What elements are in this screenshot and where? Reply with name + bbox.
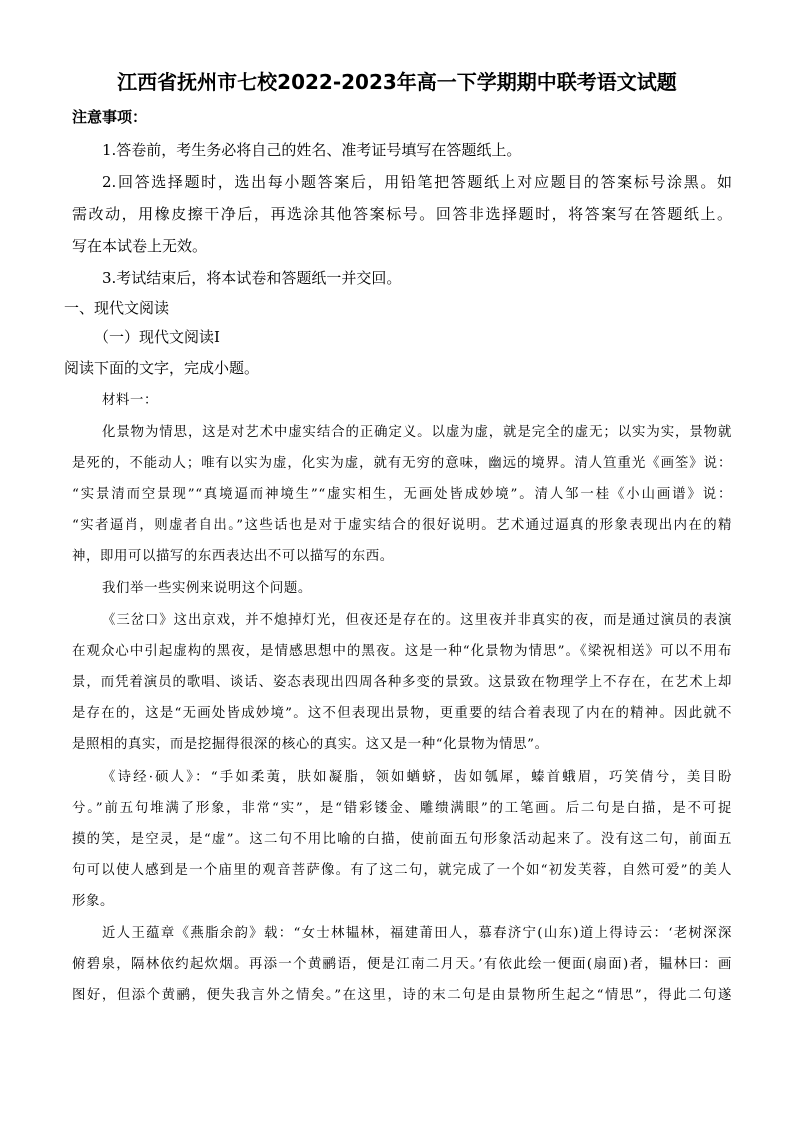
passage-line: 《三岔口》这出京戏，并不熄掉灯光，但夜还是存在的。这里夜并非真实的夜，而是通过演员的表演	[102, 613, 732, 628]
passage-line: 《诗经·硕人》：“手如柔荑，肤如凝脂，领如蝤蛴，齿如瓠犀，螓首蛾眉，巧笑倩兮，美目盼	[102, 770, 732, 785]
passage-line: 是照相的真实，而是挖掘得很深的核心的真实。这又是一种“化景物为情思”。	[72, 737, 549, 752]
passage-line: 摸的笑，是空灵，是“虚”。这二句不用比喻的白描，使前面五句形象活动起来了。没有这二句，前面五	[72, 832, 732, 847]
notice-item: 需改动，用橡皮擦干净后，再选涂其他答案标号。回答非选择题时，将答案写在答题纸上。	[72, 205, 732, 223]
passage-line: 是存在的，这是“无画处皆成妙境”。这不但表现出景物，更重要的结合着表现了内在的精神。因此就不	[72, 706, 732, 721]
passage-line: 化景物为情思，这是对艺术中虚实结合的正确定义。以虚为虚，就是完全的虚无；以实为实，景物就	[102, 425, 732, 440]
notice-item: 3.考试结束后，将本试卷和答题纸一并交回。	[102, 269, 402, 287]
passage-line: 兮。”前五句堆满了形象，非常“实”，是“错彩镂金、雕缋满眼”的工笔画。后二句是白描，是不可捉	[72, 801, 732, 816]
passage-line: “实者逼肖，则虚者自出。”这些话也是对于虚实结合的很好说明。艺术通过逼真的形象表现出内在的精	[72, 518, 732, 533]
material-label: 材料一：	[102, 393, 158, 408]
section-heading: 一、现代文阅读	[64, 299, 170, 317]
passage-line: 在观众心中引起虚构的黑夜，是情感思想中的黑夜。这是一种“化景物为情思”。《梁祝相送》可以不用布	[72, 644, 733, 659]
passage-line: 图好，但添个黄鹂，便失我言外之情矣。”在这里，诗的末二句是由景物所生起之“情思”，得此二句遂	[72, 988, 732, 1003]
reading-instruction: 阅读下面的文字，完成小题。	[64, 359, 260, 377]
passage-line: 景，而凭着演员的歌唱、谈话、姿态表现出四周各种多变的景致。这景致在物理学上不存在，在艺术上却	[72, 675, 732, 690]
passage-line: 句可以使人感到是一个庙里的观音菩萨像。有了这二句，就完成了一个如“初发芙蓉，自然可爱”的美人	[72, 863, 732, 878]
notice-heading: 注意事项：	[72, 108, 148, 126]
passage-line: 形象。	[72, 894, 114, 909]
notice-item: 写在本试卷上无效。	[72, 237, 208, 255]
passage-line: 近人王蕴章《燕脂余韵》载：“女士林韫林，福建莆田人，慕春济宁(山东)道上得诗云：‘老树深深	[102, 926, 732, 941]
notice-item: 2.回答选择题时，选出每小题答案后，用铅笔把答题纸上对应题目的答案标号涂黑。如	[102, 173, 732, 191]
passage-line: 俯碧泉，隔林依约起炊烟。再添一个黄鹂语，便是江南二月天。’有依此绘一便面(扇面)者，韫林曰：画	[72, 957, 732, 972]
passage-line: 我们举一些实例来说明这个问题。	[102, 581, 312, 596]
passage-line: 神，即用可以描写的东西表达出不可以描写的东西。	[72, 549, 394, 564]
passage-line: “实景清而空景现”“真境逼而神境生”“虚实相生，无画处皆成妙境”。清人邹一桂《小山画谱》说：	[72, 487, 732, 502]
passage-line: 是死的，不能动人；唯有以实为虚，化实为虚，就有无穷的意味，幽远的境界。清人笪重光《画筌》说：	[72, 456, 732, 471]
page-title: 江西省抚州市七校2022-2023年高一下学期期中联考语文试题	[117, 70, 677, 94]
section-subheading: （一）现代文阅读Ⅰ	[94, 328, 220, 346]
notice-item: 1.答卷前，考生务必将自己的姓名、准考证号填写在答题纸上。	[102, 141, 522, 159]
